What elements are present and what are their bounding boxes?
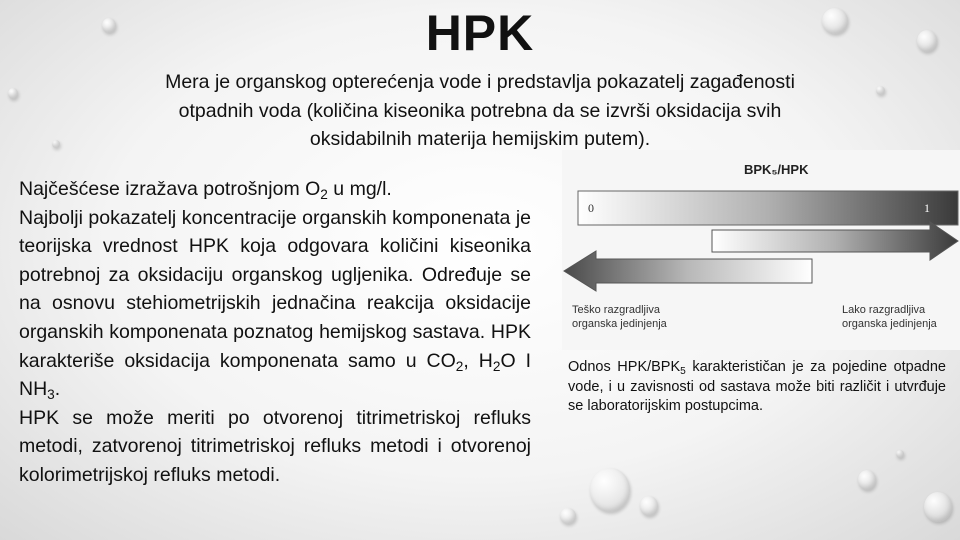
label-easy-degradable-line1: Lako razgradljiva bbox=[842, 304, 926, 316]
scale-min-label: 0 bbox=[588, 201, 594, 215]
subscript: 2 bbox=[492, 358, 501, 374]
subscript: 5 bbox=[680, 366, 686, 378]
intro-paragraph: Mera je organskog opterećenja vode i predstavlja pokazatelj zagađenosti otpadnih voda (količina kiseonika potrebna da se izvrši oksidacija svih oksidabilnih materija hemijskim putem). bbox=[165, 71, 795, 150]
subscript: 2 bbox=[455, 358, 464, 374]
figure-caption bbox=[568, 358, 946, 417]
ratio-scale-bar bbox=[578, 191, 958, 225]
text-segment: karakterističan je za pojedine otpadne vode, i u zavisnosti od sastava može biti različit i utvrđuje se laboratorijskim postupcima. bbox=[568, 359, 946, 414]
subscript: 2 bbox=[320, 187, 328, 203]
water-drop-decoration bbox=[896, 450, 904, 458]
text-segment: , H bbox=[463, 349, 493, 372]
text-segment: u mg/l. bbox=[327, 178, 392, 200]
water-drop-decoration bbox=[924, 492, 952, 522]
label-easy-degradable-line2: organska jedinjenja bbox=[842, 318, 937, 330]
water-drop-decoration bbox=[858, 470, 876, 490]
page-title: HPK bbox=[425, 5, 535, 61]
label-hard-degradable-line2: organska jedinjenja bbox=[572, 318, 667, 330]
text-segment: Najbolji pokazatelj koncentracije organskih komponenata je teorijska vrednost HPK koja odgovara količini kiseonika potrebnoj za oksidaciju organskog ugljenika. Određuje se na osnovu stehiometrijskih jednačina reakcija oksidacije organskih komponenata poznatog hemijskog sastava. HPK karakteriše oksidacija komponenata samo u CO bbox=[19, 206, 531, 372]
label-hard-degradable-line1: Teško razgradljiva bbox=[572, 304, 661, 316]
text-segment: Odnos HPK/BPK bbox=[568, 359, 681, 375]
paragraph-methods: HPK se može meriti po otvorenoj titrimetriskoj refluks metodi, zatvorenoj titrimetriskoj refluks metodi i otvorenoj kolorimetrijskoj refluks metodi. bbox=[19, 406, 531, 486]
water-drop-decoration bbox=[560, 508, 576, 524]
subscript: 3 bbox=[47, 387, 55, 403]
paragraph-measurement-unit bbox=[19, 175, 531, 204]
text-segment: O I NH bbox=[19, 349, 531, 401]
water-drop-decoration bbox=[640, 496, 658, 516]
ratio-scale-diagram bbox=[562, 150, 960, 350]
water-drop-decoration bbox=[876, 86, 885, 95]
bpk-hpk-ratio-figure bbox=[562, 150, 960, 350]
paragraph-theoretical-value bbox=[19, 204, 531, 404]
water-drop-decoration bbox=[8, 88, 18, 99]
water-drop-decoration bbox=[52, 140, 60, 148]
right-arrow-icon bbox=[712, 222, 958, 260]
figure-heading: BPK₅/HPK bbox=[744, 162, 809, 177]
text-segment: . bbox=[54, 378, 61, 401]
main-text bbox=[19, 175, 531, 490]
water-drop-decoration bbox=[590, 468, 630, 512]
left-arrow-icon bbox=[564, 251, 812, 291]
text-segment: Najčešćese izražava potrošnjom O bbox=[19, 178, 321, 200]
scale-max-label: 1 bbox=[924, 201, 930, 215]
